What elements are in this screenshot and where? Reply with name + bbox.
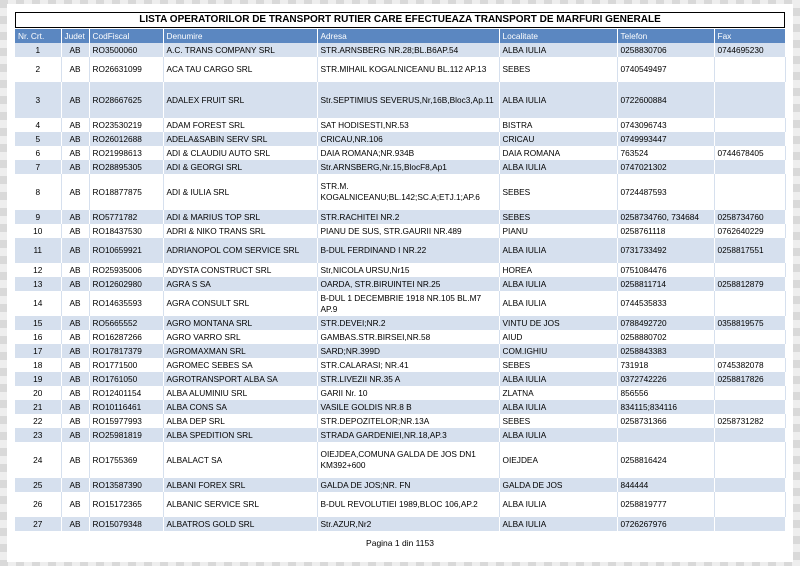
column-header-fax: Fax: [714, 29, 785, 43]
cell-denumire: ADRI & NIKO TRANS SRL: [163, 224, 317, 238]
cell-judet: AB: [61, 400, 89, 414]
cell-localitate: SEBES: [499, 174, 617, 210]
cell-codfiscal: RO18877875: [89, 174, 163, 210]
cell-judet: AB: [61, 428, 89, 442]
cell-adresa: OIEJDEA,COMUNA GALDA DE JOS DN1 KM392+600: [317, 442, 499, 478]
cell-telefon: 0751084476: [617, 263, 714, 277]
column-header-localitate: Localitate: [499, 29, 617, 43]
cell-fax: 0744695230: [714, 43, 785, 57]
document-title: LISTA OPERATORILOR DE TRANSPORT RUTIER CARE EFECTUEAZA TRANSPORT DE MARFURI GENERALE: [15, 12, 785, 28]
cell-adresa: STR.ARNSBERG NR.28;BL.B6AP.54: [317, 43, 499, 57]
cell-adresa: GALDA DE JOS;NR. FN: [317, 478, 499, 492]
cell-adresa: OARDA, STR.BIRUINTEI NR.25: [317, 277, 499, 291]
cell-localitate: ALBA IULIA: [499, 517, 617, 531]
cell-judet: AB: [61, 160, 89, 174]
cell-telefon: 0258880702: [617, 330, 714, 344]
cell-fax: 0258812879: [714, 277, 785, 291]
table-row: [15, 263, 785, 277]
cell-nr: 25: [15, 478, 61, 492]
table-row: [15, 386, 785, 400]
cell-codfiscal: RO16287266: [89, 330, 163, 344]
cell-fax: 0258817551: [714, 238, 785, 263]
cell-fax: [714, 478, 785, 492]
cell-nr: 24: [15, 442, 61, 478]
cell-adresa: SARD;NR.399D: [317, 344, 499, 358]
cell-judet: AB: [61, 263, 89, 277]
cell-denumire: AGROMEC SEBES SA: [163, 358, 317, 372]
cell-denumire: A.C. TRANS COMPANY SRL: [163, 43, 317, 57]
cell-telefon: 856556: [617, 386, 714, 400]
cell-fax: 0258734760: [714, 210, 785, 224]
cell-denumire: ADALEX FRUIT SRL: [163, 82, 317, 118]
table-row: [15, 210, 785, 224]
cell-codfiscal: RO3500060: [89, 43, 163, 57]
cell-judet: AB: [61, 238, 89, 263]
cell-telefon: 0258811714: [617, 277, 714, 291]
cell-nr: 13: [15, 277, 61, 291]
cell-nr: 3: [15, 82, 61, 118]
cell-judet: AB: [61, 386, 89, 400]
table-row: [15, 478, 785, 492]
cell-adresa: B-DUL REVOLUTIEI 1989,BLOC 106,AP.2: [317, 492, 499, 517]
cell-telefon: 844444: [617, 478, 714, 492]
cell-denumire: ADI & CLAUDIU AUTO SRL: [163, 146, 317, 160]
cell-judet: AB: [61, 372, 89, 386]
cell-denumire: AGRA S SA: [163, 277, 317, 291]
cell-denumire: ADI & IULIA SRL: [163, 174, 317, 210]
table-row: [15, 82, 785, 118]
cell-adresa: STR.LIVEZII NR.35 A: [317, 372, 499, 386]
cell-judet: AB: [61, 277, 89, 291]
cell-codfiscal: RO10116461: [89, 400, 163, 414]
cell-judet: AB: [61, 414, 89, 428]
cell-nr: 6: [15, 146, 61, 160]
cell-telefon: 0258734760, 734684: [617, 210, 714, 224]
cell-localitate: ZLATNA: [499, 386, 617, 400]
column-header-nr: Nr. Crt.: [15, 29, 61, 43]
cell-telefon: 0788492720: [617, 316, 714, 330]
cell-nr: 21: [15, 400, 61, 414]
cell-denumire: ALBANIC SERVICE SRL: [163, 492, 317, 517]
cell-localitate: OIEJDEA: [499, 442, 617, 478]
cell-codfiscal: RO25935006: [89, 263, 163, 277]
table-row: [15, 400, 785, 414]
table-row: [15, 414, 785, 428]
table-row: [15, 291, 785, 316]
cell-localitate: DAIA ROMANA: [499, 146, 617, 160]
cell-adresa: VASILE GOLDIS NR.8 B: [317, 400, 499, 414]
cell-judet: AB: [61, 358, 89, 372]
cell-adresa: CRICAU,NR.106: [317, 132, 499, 146]
cell-fax: [714, 386, 785, 400]
table-row: [15, 160, 785, 174]
cell-nr: 18: [15, 358, 61, 372]
cell-localitate: SEBES: [499, 414, 617, 428]
cell-adresa: Str.AZUR,Nr2: [317, 517, 499, 531]
cell-adresa: STR.DEVEI;NR.2: [317, 316, 499, 330]
cell-localitate: ALBA IULIA: [499, 82, 617, 118]
cell-judet: AB: [61, 330, 89, 344]
cell-adresa: B-DUL FERDINAND I NR.22: [317, 238, 499, 263]
cell-telefon: 0258830706: [617, 43, 714, 57]
cell-judet: AB: [61, 478, 89, 492]
table-row: [15, 132, 785, 146]
table-row: [15, 517, 785, 531]
cell-fax: 0358819575: [714, 316, 785, 330]
cell-adresa: GARII Nr. 10: [317, 386, 499, 400]
cell-judet: AB: [61, 344, 89, 358]
cell-nr: 2: [15, 57, 61, 82]
table-row: [15, 492, 785, 517]
cell-localitate: ALBA IULIA: [499, 160, 617, 174]
cell-codfiscal: RO15172365: [89, 492, 163, 517]
cell-judet: AB: [61, 442, 89, 478]
cell-telefon: 0749993447: [617, 132, 714, 146]
cell-judet: AB: [61, 210, 89, 224]
table-row: [15, 224, 785, 238]
cell-nr: 7: [15, 160, 61, 174]
column-header-codfiscal: CodFiscal: [89, 29, 163, 43]
column-header-adresa: Adresa: [317, 29, 499, 43]
cell-adresa: PIANU DE SUS, STR.GAURII NR.489: [317, 224, 499, 238]
operators-table: [15, 29, 786, 531]
cell-codfiscal: RO15977993: [89, 414, 163, 428]
cell-nr: 12: [15, 263, 61, 277]
cell-telefon: 0258816424: [617, 442, 714, 478]
cell-fax: [714, 517, 785, 531]
cell-denumire: AGRA CONSULT SRL: [163, 291, 317, 316]
cell-localitate: ALBA IULIA: [499, 277, 617, 291]
cell-fax: 0258817826: [714, 372, 785, 386]
cell-fax: [714, 57, 785, 82]
cell-localitate: AIUD: [499, 330, 617, 344]
cell-codfiscal: RO28667625: [89, 82, 163, 118]
cell-denumire: ADAM FOREST SRL: [163, 118, 317, 132]
cell-judet: AB: [61, 291, 89, 316]
table-row: [15, 330, 785, 344]
cell-localitate: ALBA IULIA: [499, 238, 617, 263]
cell-adresa: STR.DEPOZITELOR;NR.13A: [317, 414, 499, 428]
cell-localitate: CRICAU: [499, 132, 617, 146]
cell-telefon: 0722600884: [617, 82, 714, 118]
cell-telefon: 0258819777: [617, 492, 714, 517]
cell-nr: 20: [15, 386, 61, 400]
cell-codfiscal: RO21998613: [89, 146, 163, 160]
cell-denumire: ALBA DEP SRL: [163, 414, 317, 428]
cell-codfiscal: RO18437530: [89, 224, 163, 238]
cell-localitate: ALBA IULIA: [499, 43, 617, 57]
table-row: [15, 118, 785, 132]
cell-localitate: GALDA DE JOS: [499, 478, 617, 492]
cell-judet: AB: [61, 118, 89, 132]
table-row: [15, 43, 785, 57]
table-row: [15, 344, 785, 358]
cell-judet: AB: [61, 492, 89, 517]
cell-fax: 0745382078: [714, 358, 785, 372]
cell-codfiscal: RO26012688: [89, 132, 163, 146]
table-row: [15, 358, 785, 372]
cell-nr: 4: [15, 118, 61, 132]
cell-fax: [714, 174, 785, 210]
cell-denumire: AGRO VARRO SRL: [163, 330, 317, 344]
cell-judet: AB: [61, 224, 89, 238]
cell-adresa: STR.MIHAIL KOGALNICEANU BL.112 AP.13: [317, 57, 499, 82]
cell-codfiscal: RO5665552: [89, 316, 163, 330]
cell-nr: 15: [15, 316, 61, 330]
cell-codfiscal: RO26631099: [89, 57, 163, 82]
cell-localitate: BISTRA: [499, 118, 617, 132]
cell-fax: [714, 132, 785, 146]
cell-telefon: 0731733492: [617, 238, 714, 263]
cell-telefon: 0747021302: [617, 160, 714, 174]
table-row: [15, 372, 785, 386]
column-header-judet: Judet: [61, 29, 89, 43]
cell-denumire: ADYSTA CONSTRUCT SRL: [163, 263, 317, 277]
cell-codfiscal: RO17817379: [89, 344, 163, 358]
cell-nr: 17: [15, 344, 61, 358]
cell-codfiscal: RO14635593: [89, 291, 163, 316]
cell-telefon: 0726267976: [617, 517, 714, 531]
cell-fax: [714, 82, 785, 118]
cell-nr: 16: [15, 330, 61, 344]
cell-fax: [714, 263, 785, 277]
cell-codfiscal: RO1755369: [89, 442, 163, 478]
cell-telefon: [617, 428, 714, 442]
cell-adresa: B-DUL 1 DECEMBRIE 1918 NR.105 BL.M7 AP.9: [317, 291, 499, 316]
cell-codfiscal: RO5771782: [89, 210, 163, 224]
cell-adresa: Str.ARNSBERG,Nr.15,BlocF8,Ap1: [317, 160, 499, 174]
cell-nr: 26: [15, 492, 61, 517]
table-row: [15, 146, 785, 160]
cell-adresa: Str.SEPTIMIUS SEVERUS,Nr,16B,Bloc3,Ap.11: [317, 82, 499, 118]
cell-denumire: ALBA SPEDITION SRL: [163, 428, 317, 442]
cell-judet: AB: [61, 517, 89, 531]
cell-fax: 0762640229: [714, 224, 785, 238]
cell-localitate: VINTU DE JOS: [499, 316, 617, 330]
page-number: Pagina 1 din 1153: [366, 538, 434, 548]
column-header-denumire: Denumire: [163, 29, 317, 43]
table-row: [15, 57, 785, 82]
cell-fax: [714, 160, 785, 174]
cell-adresa: STR.RACHITEI NR.2: [317, 210, 499, 224]
cell-adresa: STRADA GARDENIEI,NR.18,AP.3: [317, 428, 499, 442]
cell-localitate: SEBES: [499, 210, 617, 224]
cell-adresa: STR.M. KOGALNICEANU;BL.142;SC.A;ETJ.1;AP.6: [317, 174, 499, 210]
cell-judet: AB: [61, 316, 89, 330]
cell-denumire: ACA TAU CARGO SRL: [163, 57, 317, 82]
cell-codfiscal: RO12401154: [89, 386, 163, 400]
cell-telefon: 0740549497: [617, 57, 714, 82]
cell-fax: [714, 344, 785, 358]
cell-denumire: ALBANI FOREX SRL: [163, 478, 317, 492]
cell-nr: 11: [15, 238, 61, 263]
cell-denumire: ALBA CONS SA: [163, 400, 317, 414]
cell-denumire: AGROMAXMAN SRL: [163, 344, 317, 358]
cell-codfiscal: RO28895305: [89, 160, 163, 174]
cell-fax: [714, 400, 785, 414]
cell-judet: AB: [61, 132, 89, 146]
cell-fax: 0258731282: [714, 414, 785, 428]
cell-localitate: ALBA IULIA: [499, 372, 617, 386]
cell-fax: [714, 428, 785, 442]
cell-judet: AB: [61, 82, 89, 118]
cell-telefon: 0258731366: [617, 414, 714, 428]
table-row: [15, 277, 785, 291]
cell-codfiscal: RO12602980: [89, 277, 163, 291]
cell-fax: 0744678405: [714, 146, 785, 160]
table-row: [15, 428, 785, 442]
table-row: [15, 174, 785, 210]
cell-nr: 10: [15, 224, 61, 238]
cell-localitate: SEBES: [499, 57, 617, 82]
cell-denumire: AGROTRANSPORT ALBA SA: [163, 372, 317, 386]
document-page: [7, 4, 793, 562]
cell-localitate: SEBES: [499, 358, 617, 372]
cell-adresa: GAMBAS.STR.BIRSEI,NR.58: [317, 330, 499, 344]
cell-localitate: PIANU: [499, 224, 617, 238]
cell-localitate: HOREA: [499, 263, 617, 277]
cell-adresa: DAIA ROMANA;NR.934B: [317, 146, 499, 160]
cell-nr: 14: [15, 291, 61, 316]
cell-fax: [714, 330, 785, 344]
table-row: [15, 316, 785, 330]
cell-judet: AB: [61, 57, 89, 82]
table-row: [15, 442, 785, 478]
cell-denumire: ALBALACT SA: [163, 442, 317, 478]
cell-nr: 9: [15, 210, 61, 224]
cell-fax: [714, 291, 785, 316]
cell-telefon: 0372742226: [617, 372, 714, 386]
cell-nr: 5: [15, 132, 61, 146]
cell-denumire: ALBA ALUMINIU SRL: [163, 386, 317, 400]
cell-judet: AB: [61, 174, 89, 210]
cell-denumire: ADELA&SABIN SERV SRL: [163, 132, 317, 146]
cell-codfiscal: RO23530219: [89, 118, 163, 132]
column-header-telefon: Telefon: [617, 29, 714, 43]
cell-telefon: 0724487593: [617, 174, 714, 210]
cell-nr: 23: [15, 428, 61, 442]
cell-denumire: ADI & MARIUS TOP SRL: [163, 210, 317, 224]
cell-nr: 19: [15, 372, 61, 386]
cell-telefon: 834115;834116: [617, 400, 714, 414]
cell-judet: AB: [61, 43, 89, 57]
cell-localitate: ALBA IULIA: [499, 428, 617, 442]
cell-codfiscal: RO10659921: [89, 238, 163, 263]
cell-codfiscal: RO15079348: [89, 517, 163, 531]
cell-codfiscal: RO13587390: [89, 478, 163, 492]
cell-nr: 1: [15, 43, 61, 57]
cell-nr: 8: [15, 174, 61, 210]
cell-telefon: 0744535833: [617, 291, 714, 316]
cell-adresa: SAT HODISESTI,NR.53: [317, 118, 499, 132]
table-row: [15, 238, 785, 263]
cell-denumire: ALBATROS GOLD SRL: [163, 517, 317, 531]
cell-telefon: 763524: [617, 146, 714, 160]
cell-localitate: COM.IGHIU: [499, 344, 617, 358]
cell-telefon: 0258843383: [617, 344, 714, 358]
cell-fax: [714, 442, 785, 478]
cell-codfiscal: RO1761050: [89, 372, 163, 386]
cell-denumire: ADI & GEORGI SRL: [163, 160, 317, 174]
cell-telefon: 0258761118: [617, 224, 714, 238]
cell-adresa: STR.CALARASI; NR.41: [317, 358, 499, 372]
cell-codfiscal: RO25981819: [89, 428, 163, 442]
cell-adresa: Str,NICOLA URSU,Nr15: [317, 263, 499, 277]
cell-fax: [714, 492, 785, 517]
cell-denumire: AGRO MONTANA SRL: [163, 316, 317, 330]
cell-localitate: ALBA IULIA: [499, 492, 617, 517]
cell-nr: 22: [15, 414, 61, 428]
cell-denumire: ADRIANOPOL COM SERVICE SRL: [163, 238, 317, 263]
cell-telefon: 731918: [617, 358, 714, 372]
cell-localitate: ALBA IULIA: [499, 400, 617, 414]
cell-fax: [714, 118, 785, 132]
cell-localitate: ALBA IULIA: [499, 291, 617, 316]
cell-codfiscal: RO1771500: [89, 358, 163, 372]
table-header-row: [15, 29, 785, 43]
cell-telefon: 0743096743: [617, 118, 714, 132]
cell-nr: 27: [15, 517, 61, 531]
cell-judet: AB: [61, 146, 89, 160]
